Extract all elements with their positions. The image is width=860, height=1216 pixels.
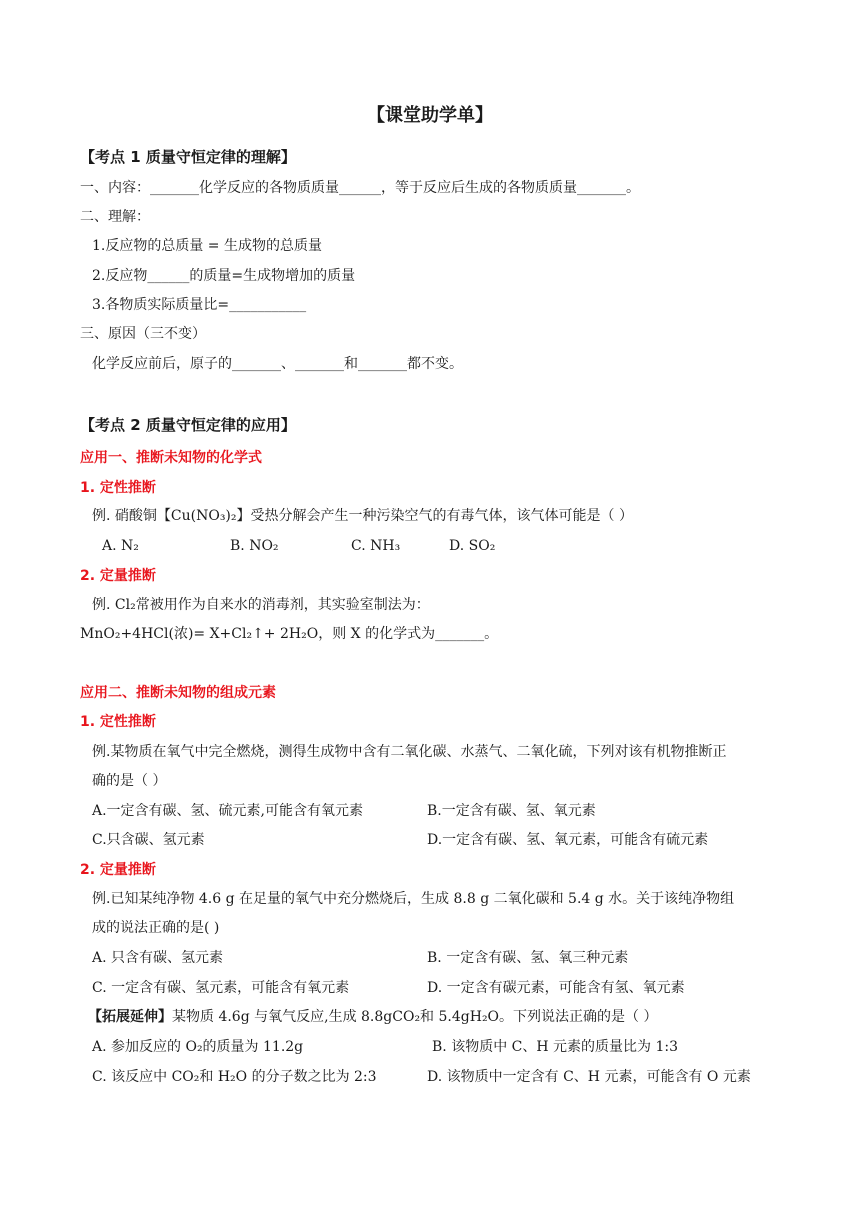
app2-quant-option-d: D. 一定含有碳元素，可能含有氢、氧元素 <box>427 980 685 996</box>
extension-label: 【拓展延伸】 <box>88 1009 172 1025</box>
app2-qual-option-d: D.一定含有碳、氢、氧元素，可能含有硫元素 <box>427 832 709 848</box>
app2-quant-option-b: B. 一定含有碳、氢、氧三种元素 <box>427 950 629 966</box>
app2-quant-option-a: A. 只含有碳、氢元素 <box>92 950 224 966</box>
extension-option-a: A. 参加反应的 O₂的质量为 11.2g <box>92 1039 304 1055</box>
app1-qual-option-d: D. SO₂ <box>449 538 496 554</box>
extension-option-b: B. 该物质中 C、H 元素的质量比为 1:3 <box>432 1039 678 1055</box>
understanding-label: 二、理解： <box>80 209 150 225</box>
app1-qual-option-a: A. N₂ <box>102 538 139 554</box>
app2-qual-option-a: A.一定含有碳、氢、硫元素,可能含有氧元素 <box>92 803 364 819</box>
app2-qual-label: 1. 定性推断 <box>80 714 156 730</box>
app2-qual-option-c: C.只含碳、氢元素 <box>92 832 205 848</box>
app2-qual-option-b: B.一定含有碳、氢、氧元素 <box>427 803 596 819</box>
app1-qual-question: 例. 硝酸铜【Cu(NO₃)₂】受热分解会产生一种污染空气的有毒气体，该气体可能是（ ） <box>92 508 633 524</box>
app1-quant-equation: MnO₂+4HCl(浓)= X+Cl₂↑+ 2H₂O，则 X 的化学式为_______。 <box>80 626 499 642</box>
content-line: 一、内容：_______化学反应的各物质质量______，等于反应后生成的各物质质量_______。 <box>80 180 640 196</box>
app1-quant-label: 2. 定量推断 <box>80 568 156 584</box>
section1-heading: 【考点 1 质量守恒定律的理解】 <box>80 148 296 166</box>
extension-option-c: C. 该反应中 CO₂和 H₂O 的分子数之比为 2:3 <box>92 1069 377 1085</box>
app2-qual-question-line2: 确的是（ ） <box>92 773 167 789</box>
app2-quant-question-line2: 成的说法正确的是( ) <box>92 920 220 936</box>
app2-title: 应用二、推断未知物的组成元素 <box>80 685 276 701</box>
understanding-point-3: 3.各物质实际质量比=___________ <box>92 297 307 313</box>
app2-qual-question-line1: 例.某物质在氧气中完全燃烧，测得生成物中含有二氧化碳、水蒸气、二氧化硫，下列对该有机物推断正 <box>92 744 727 760</box>
app1-qual-option-b: B. NO₂ <box>230 538 279 554</box>
extension-option-d: D. 该物质中一定含有 C、H 元素，可能含有 O 元素 <box>427 1069 751 1085</box>
understanding-point-2: 2.反应物______的质量=生成物增加的质量 <box>92 268 356 284</box>
page-title: 【课堂助学单】 <box>367 105 493 126</box>
extension-question: 某物质 4.6g 与氧气反应,生成 8.8gCO₂和 5.4gH₂O。下列说法正确的是（ ） <box>172 1009 658 1025</box>
section2-heading: 【考点 2 质量守恒定律的应用】 <box>80 416 296 434</box>
reason-label: 三、原因（三不变） <box>80 326 206 342</box>
app2-quant-option-c: C. 一定含有碳、氢元素，可能含有氧元素 <box>92 980 350 996</box>
app2-quant-question-line1: 例.已知某纯净物 4.6 g 在足量的氧气中充分燃烧后，生成 8.8 g 二氧化碳和 5.4 g 水。关于该纯净物组 <box>92 891 735 907</box>
app1-qual-option-c: C. NH₃ <box>351 538 401 554</box>
app1-title: 应用一、推断未知物的化学式 <box>80 450 262 466</box>
understanding-point-1: 1.反应物的总质量 = 生成物的总质量 <box>92 238 322 254</box>
app2-quant-label: 2. 定量推断 <box>80 862 156 878</box>
app1-quant-question: 例. Cl₂常被用作为自来水的消毒剂，其实验室制法为： <box>92 597 430 613</box>
reason-line: 化学反应前后，原子的_______、_______和_______都不变。 <box>92 356 463 372</box>
app1-qual-label: 1. 定性推断 <box>80 480 156 496</box>
extension-line <box>88 1008 657 1026</box>
